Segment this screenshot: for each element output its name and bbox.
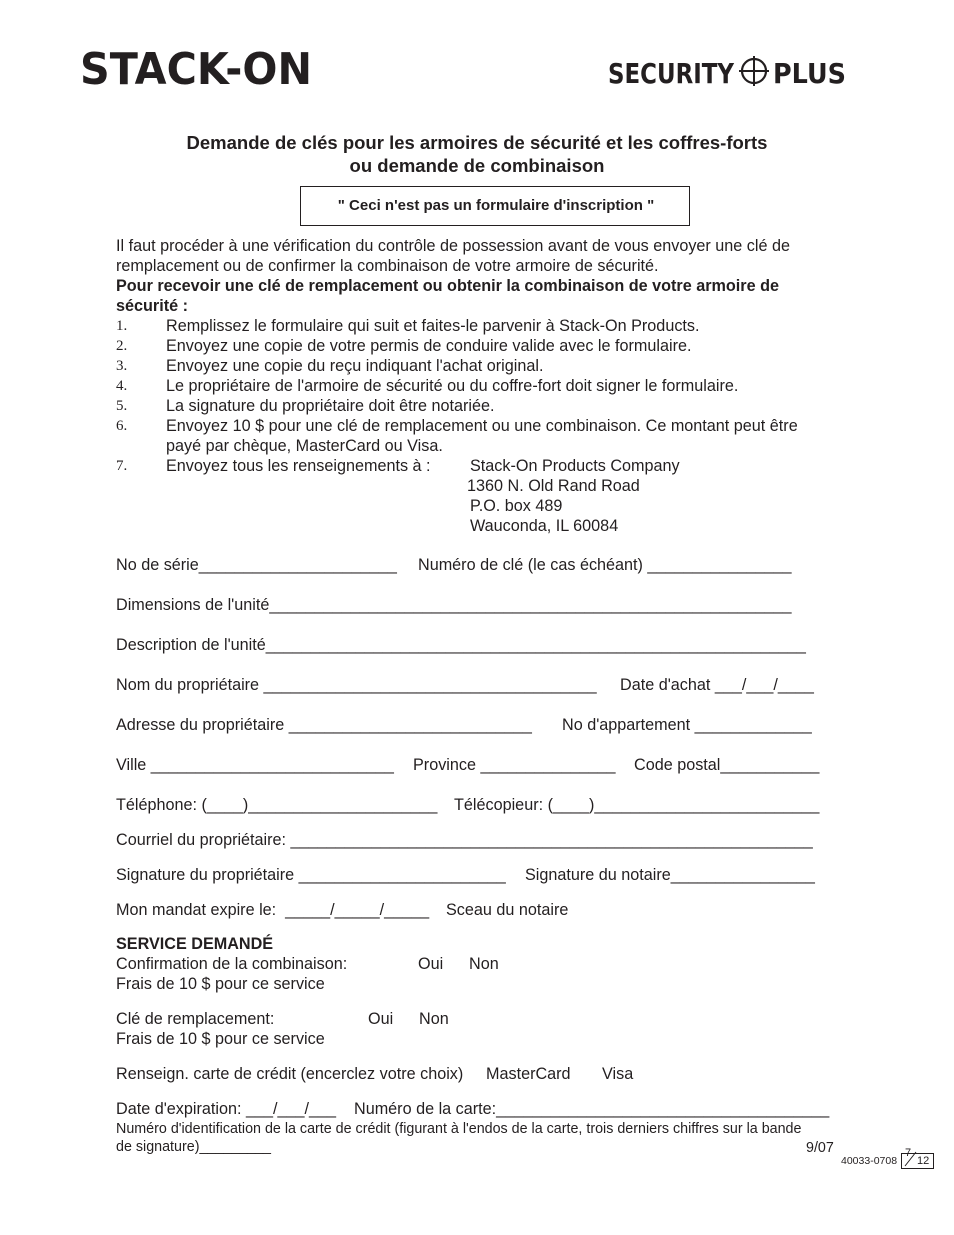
step-text: Le propriétaire de l'armoire de sécurité ou du coffre-fort doit signer le formulaire. [166, 377, 739, 395]
email-field[interactable]: Courriel du propriétaire: __________________________________________________________ [116, 831, 813, 849]
step-number: 4. [116, 378, 128, 394]
key-number-field[interactable]: Numéro de clé (le cas échéant) ________________ [418, 556, 792, 574]
visa-option[interactable]: Visa [602, 1065, 634, 1083]
replacement-key-yes-option[interactable]: Oui [368, 1010, 394, 1028]
address-company: Stack-On Products Company [470, 457, 680, 475]
owner-signature-field[interactable]: Signature du propriétaire _______________________ [116, 866, 506, 884]
phone-field[interactable]: Téléphone: (____)_____________________ [116, 796, 438, 814]
intro-line-2: remplacement ou de confirmer la combinaison de votre armoire de sécurité. [116, 257, 659, 275]
purchase-date-field[interactable]: Date d'achat ___/___/____ [620, 676, 814, 694]
notice-text: " Ceci n'est pas un formulaire d'inscription " [337, 197, 655, 214]
step-text: Envoyez tous les renseignements à : [166, 457, 431, 475]
address-street: 1360 N. Old Rand Road [467, 477, 640, 495]
crosshair-icon [739, 56, 769, 86]
step-text-continued: payé par chèque, MasterCard ou Visa. [166, 437, 443, 455]
mastercard-option[interactable]: MasterCard [486, 1065, 571, 1083]
unit-description-field[interactable]: Description de l'unité____________________________________________________________ [116, 636, 806, 654]
apartment-number-field[interactable]: No d'appartement _____________ [562, 716, 812, 734]
card-id-field[interactable]: de signature)_________ [116, 1139, 272, 1155]
page-title-line-2: ou demande de combinaison [349, 155, 605, 176]
notary-seal-label: Sceau du notaire [446, 901, 569, 919]
service-heading: SERVICE DEMANDÉ [116, 935, 274, 953]
step-number: 1. [116, 318, 128, 334]
intro-bold-line-2: sécurité : [116, 297, 188, 315]
serial-number-field[interactable]: No de série______________________ [116, 556, 397, 574]
step-number: 2. [116, 338, 128, 354]
notary-signature-field[interactable]: Signature du notaire________________ [525, 866, 815, 884]
replacement-key-no-option[interactable]: Non [419, 1010, 449, 1028]
svg-text:SECURITY: SECURITY [608, 57, 735, 89]
step-text: Envoyez 10 $ pour une clé de remplacement ou une combinaison. Ce montant peut être [166, 417, 798, 435]
owner-name-field[interactable]: Nom du propriétaire _____________________________________ [116, 676, 597, 694]
svg-text:PLUS: PLUS [773, 57, 846, 89]
step-text: Envoyez une copie de votre permis de conduire valide avec le formulaire. [166, 337, 692, 355]
owner-address-field[interactable]: Adresse du propriétaire ___________________________ [116, 716, 532, 734]
page-fraction [901, 1149, 934, 1169]
intro-bold-line-1: Pour recevoir une clé de remplacement ou obtenir la combinaison de votre armoire de [116, 277, 779, 295]
step-text: Remplissez le formulaire qui suit et faites-le parvenir à Stack-On Products. [166, 317, 700, 335]
combination-yes-option[interactable]: Oui [418, 955, 444, 973]
fraction-denominator: 12 [917, 1155, 930, 1167]
replacement-key-fee: Frais de 10 $ pour ce service [116, 1030, 325, 1048]
page-title-line-1: Demande de clés pour les armoires de sécurité et les coffres-forts [186, 132, 768, 153]
city-field[interactable]: Ville ___________________________ [116, 756, 394, 774]
address-city: Wauconda, IL 60084 [470, 517, 619, 535]
mandate-expiry-field[interactable]: Mon mandat expire le: _____/_____/_____ [116, 901, 430, 919]
revision-date: 9/07 [806, 1140, 834, 1156]
stack-on-wordmark: STACK-ON [80, 44, 312, 88]
credit-card-info-label: Renseign. carte de crédit (encerclez votre choix) [116, 1065, 464, 1083]
card-id-line-1: Numéro d'identification de la carte de crédit (figurant à l'endos de la carte, trois derniers chiffres sur la bande [116, 1121, 802, 1137]
step-number: 6. [116, 418, 128, 434]
postal-code-field[interactable]: Code postal___________ [634, 756, 820, 774]
step-text: Envoyez une copie du reçu indiquant l'achat original. [166, 357, 544, 375]
expiration-date-field[interactable]: Date d'expiration: ___/___/___ [116, 1100, 336, 1118]
combination-label: Confirmation de la combinaison: [116, 955, 348, 973]
province-field[interactable]: Province _______________ [413, 756, 616, 774]
step-number: 3. [116, 358, 128, 374]
combination-no-option[interactable]: Non [469, 955, 499, 973]
fraction-numerator: 7 [905, 1147, 912, 1159]
card-number-field[interactable]: Numéro de la carte:_____________________________________ [354, 1100, 830, 1118]
replacement-key-label: Clé de remplacement: [116, 1010, 275, 1028]
step-number: 7. [116, 458, 128, 474]
step-text: La signature du propriétaire doit être notariée. [166, 397, 495, 415]
notice-box [300, 186, 690, 226]
address-box: P.O. box 489 [470, 497, 563, 515]
intro-line-1: Il faut procéder à une vérification du contrôle de possession avant de vous envoyer une clé de [116, 237, 791, 255]
fax-field[interactable]: Télécopieur: (____)_________________________ [454, 796, 820, 814]
combination-fee: Frais de 10 $ pour ce service [116, 975, 325, 993]
stack-on-logo [80, 44, 314, 93]
document-code: 40033-0708 [841, 1155, 898, 1167]
security-plus-logo [608, 55, 848, 94]
step-number: 5. [116, 398, 128, 414]
unit-dimensions-field[interactable]: Dimensions de l'unité__________________________________________________________ [116, 596, 792, 614]
